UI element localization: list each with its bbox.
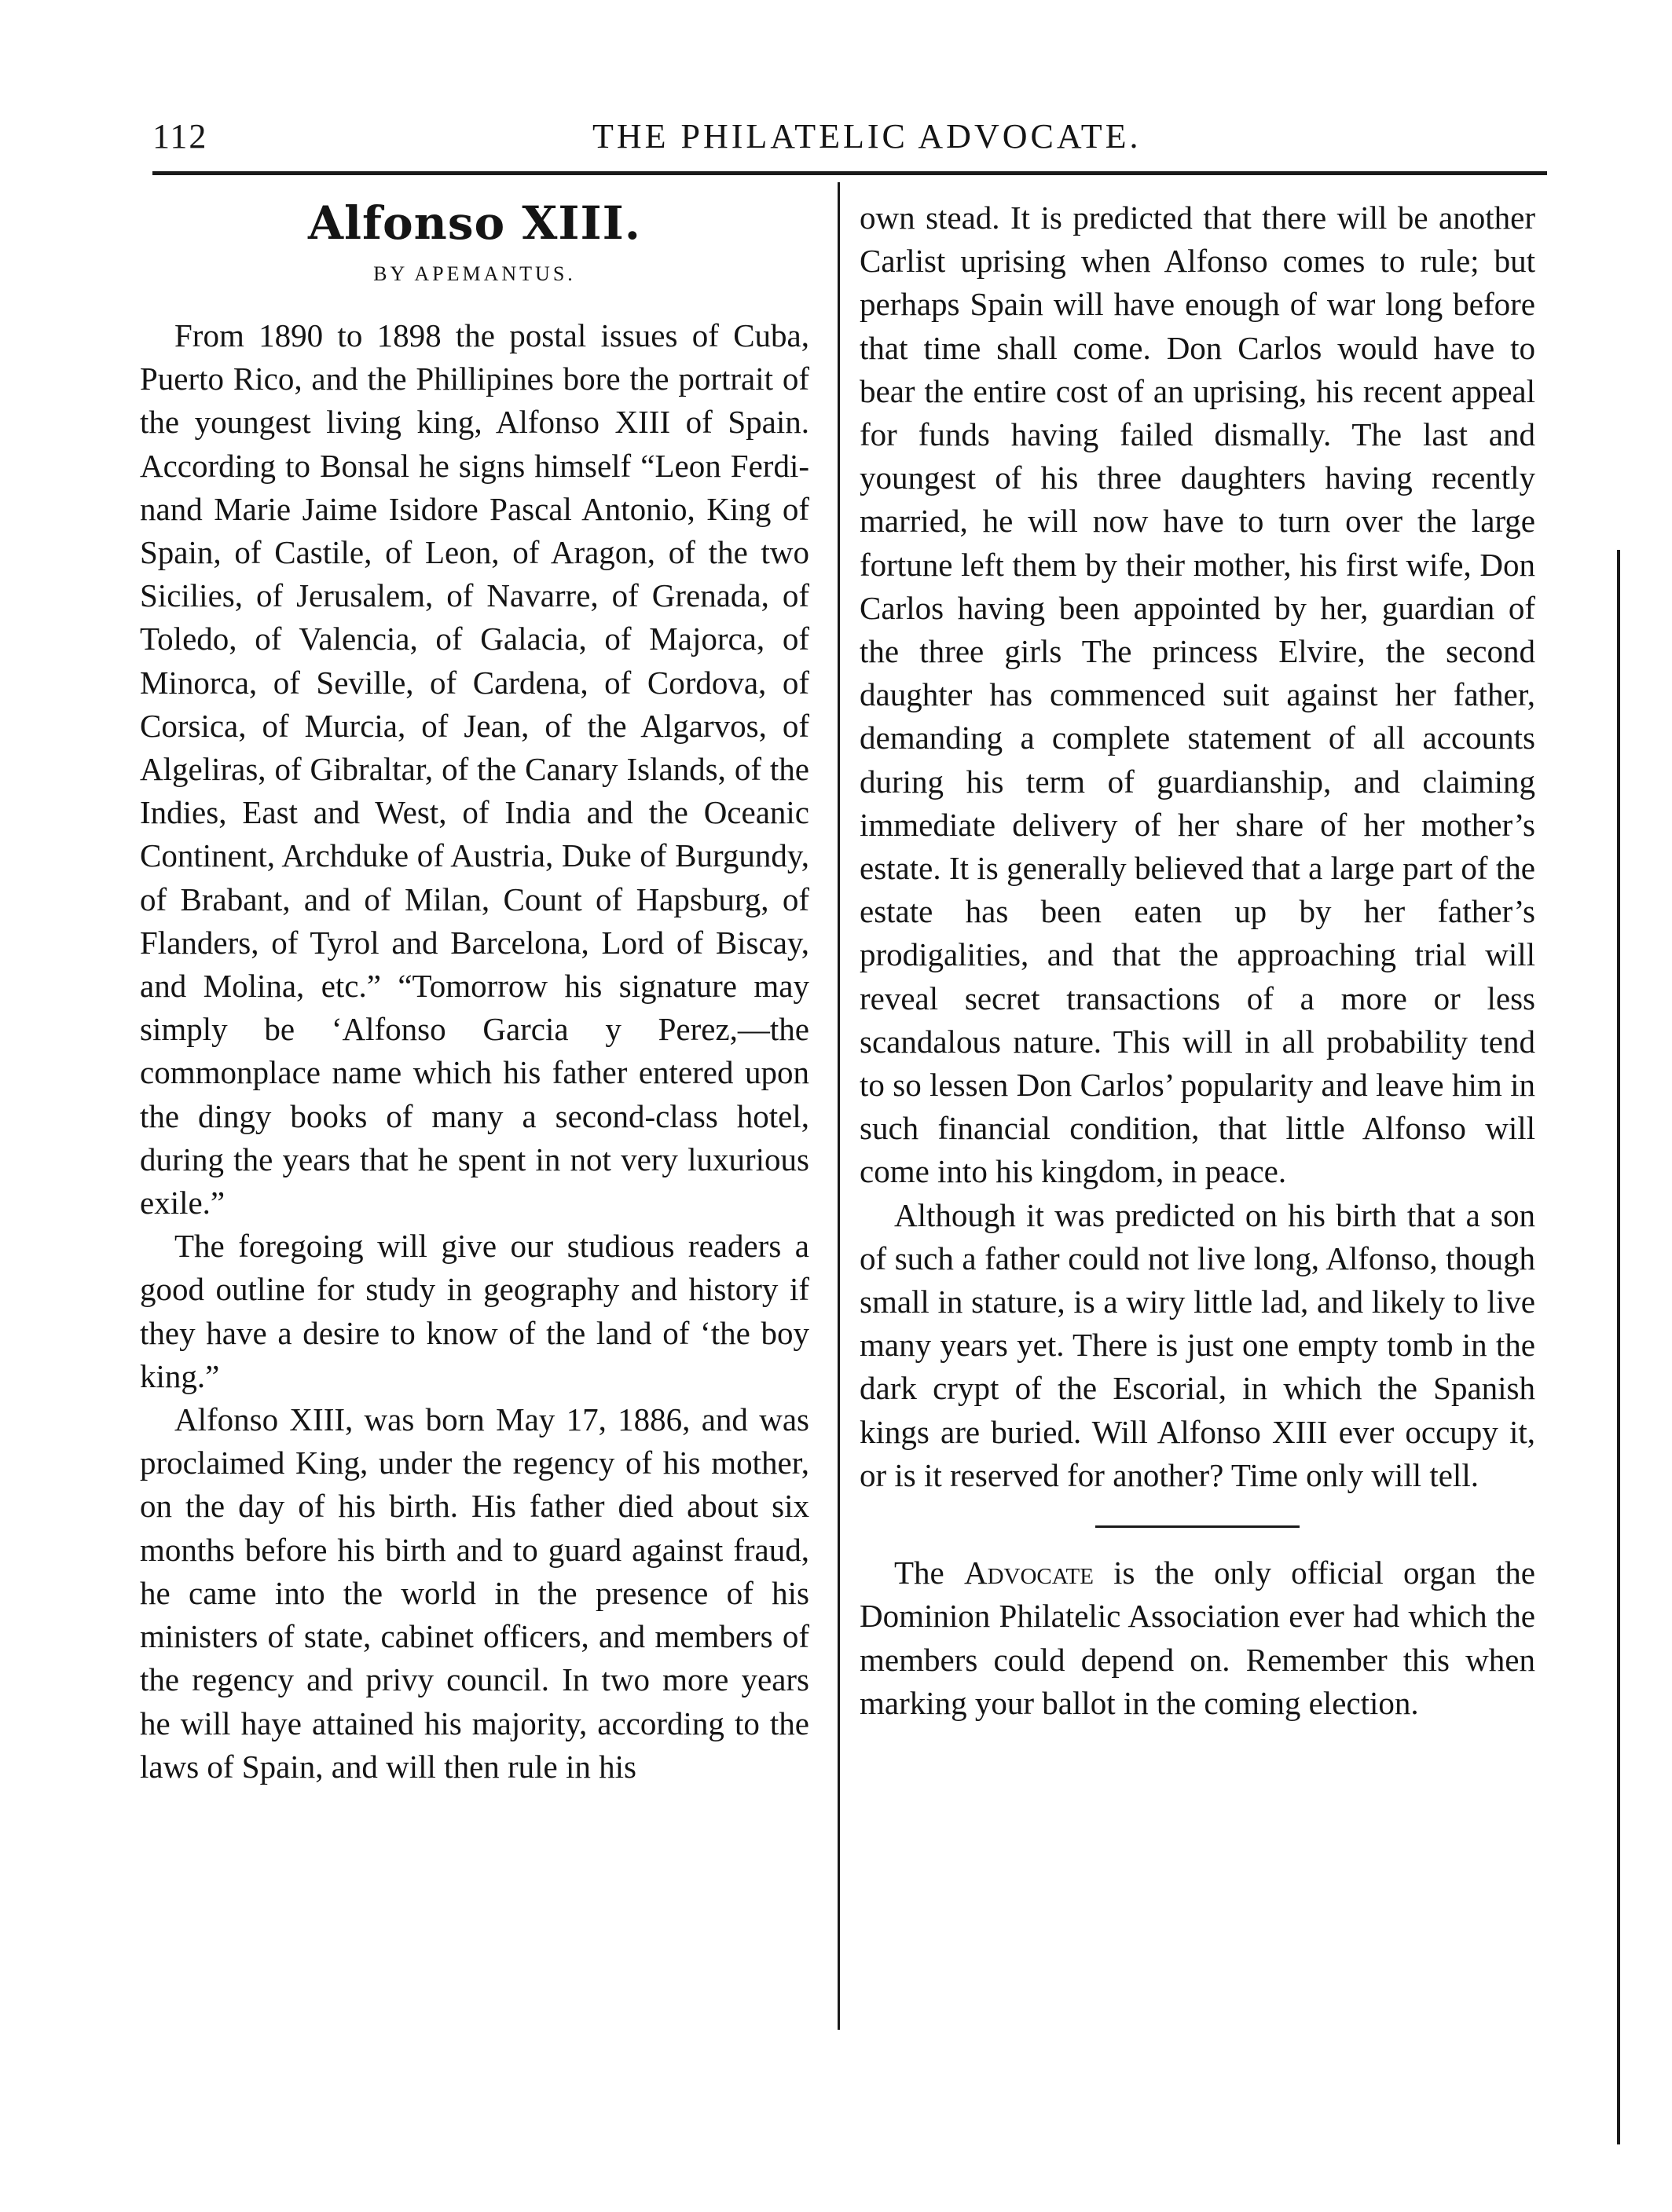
- section-divider: [1095, 1525, 1300, 1528]
- article-paragraph: From 1890 to 1898 the postal issues of Cuba, Puerto Rico, and the Phillipines bore the portrait of the youngest living king, Alfonso XIII of Spain. According to Bonsal he signs himself “Leon Ferdinand Marie Jaime Isidore Pascal Antonio, King of Spain, of Castile, of Leon, of Aragon, of the two Sicilies, of Jerusalem, of Navarre, of Grenada, of Toledo, of Valencia, of Galacia, of Majorca, of Minorca, of Seville, of Cardena, of Cordova, of Corsica, of Murcia, of Jean, of the Algarvos, of Algeliras, of Gibraltar, of the Canary Islands, of the Indies, East and West, of India and the Oceanic Continent, Archduke of Austria, Duke of Burgundy, of Brabant, and of Milan, Count of Hapsburg, of Flanders, of Tyrol and Barcelona, Lord of Biscay, and Molina, etc.” “Tomorrow his signature may simply be ‘Alfonso Garcia y Perez,—the commonplace name which his father entered upon the dingy books of many a second-class hotel, during the years that he spent in not very luxurious exile.”: [140, 317, 809, 1221]
- article-paragraph: Although it was predicted on his birth that a son of such a father could not live long, Alfonso, though small in stature, is a wiry little lad, and likely to live many years yet. There is just one empty tomb in the dark crypt of the Escorial, in which the Spanish kings are buried. Will Alfonso XIII ever occupy it, or is it reserved for another? Time only will tell.: [860, 1196, 1535, 1493]
- left-column: [140, 314, 809, 1789]
- page-number: 112: [152, 117, 208, 156]
- article-paragraph: own stead. It is predicted that there will be another Carlist uprising when Alfonso comes to rule; but perhaps Spain will have enough of war long before that time shall come. Don Carlos would have to bear the entire cost of an uprising, his recent appeal for funds having failed dismally. The last and youngest of his three daughters having recently married, he will now have to turn over the large fortune left them by their mother, his first wife, Don Carlos having been appointed by her, guardian of the three girls The princess Elvire, the second daughter has commenced suit against her father, demanding a complete statement of all accounts during his term of guardianship, and claiming immediate delivery of her share of her mother’s estate. It is generally believed that a large part of the estate has been eaten up by her father’s prodigalities, and that the approaching trial will reveal secret transactions of a more or less scandalous nature. This will in all probability tend to so lessen Don Carlos’ popularity and leave him in such financial condition, that little Alfonso will come into his kingdom, in peace.: [860, 200, 1535, 1190]
- header-rule: [152, 171, 1547, 175]
- article-paragraph: Alfonso XIII, was born May 17, 1886, and was proclaimed King, under the regency of his mother, on the day of his birth. His father died about six months before his birth and to guard against fraud, he came into the world in the presence of his ministers of state, cabinet officers, and members of the regency and privy council. In two more years he will haye attained his majority, according to the laws of Spain, and will then rule in his: [140, 1401, 809, 1785]
- notice-prefix: The: [894, 1555, 964, 1591]
- publication-name: Advocate: [963, 1555, 1094, 1591]
- advocate-notice: [860, 1551, 1535, 1725]
- notice-text: is the only official organ the Dominion Philatelic Association ever had which the members could depend on. Remember this when marking your ballot in the coming election.: [860, 1555, 1535, 1721]
- journal-title: THE PHILATELIC ADVOCATE.: [592, 117, 1142, 156]
- running-head: [152, 116, 1543, 163]
- article-title: Alfonso XIII.: [308, 196, 641, 250]
- right-column: [860, 196, 1535, 1725]
- column-divider: [838, 182, 840, 2030]
- article-byline: BY APEMANTUS.: [373, 262, 576, 285]
- article-paragraph: The foregoing will give our studious readers a good outline for study in geography and history if they have a desire to know of the land of ‘the boy king.”: [140, 1228, 809, 1394]
- page-edge-line: [1617, 550, 1620, 2144]
